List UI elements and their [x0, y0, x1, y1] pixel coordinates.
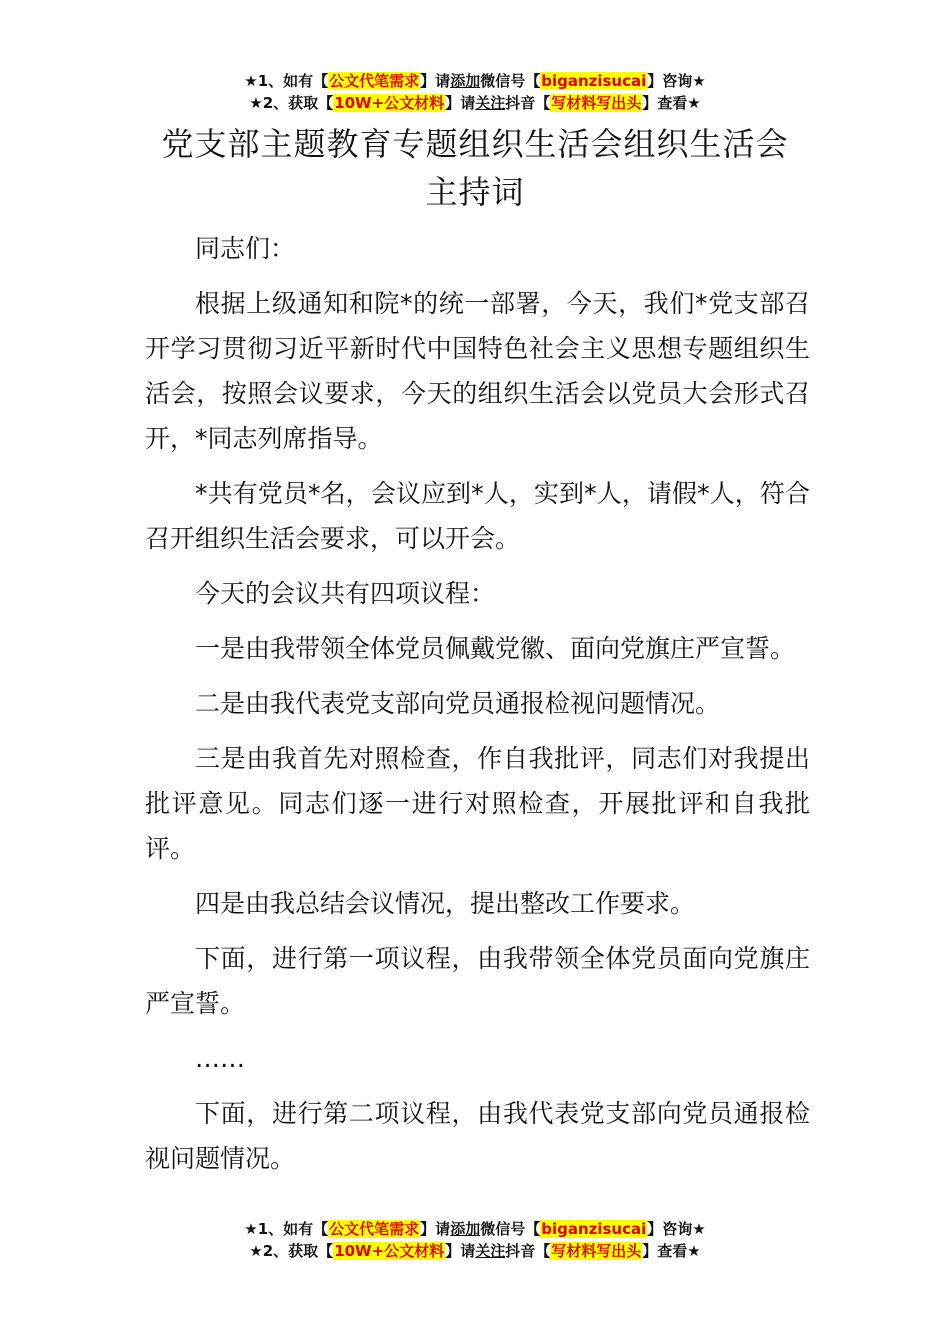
- banner-text: 微信号【: [480, 72, 541, 90]
- banner-highlight: 写材料写出头: [551, 1242, 642, 1260]
- banner-text: 微信号【: [480, 1220, 541, 1238]
- paragraph: 根据上级通知和院*的统一部署，今天，我们*党支部召开学习贯彻习近平新时代中国特色社会主义思想专题组织生活会，按照会议要求，今天的组织生活会以党员大会形式召开，*同志列席指导。: [145, 289, 810, 453]
- banner-text: ★2、获取【: [249, 94, 334, 112]
- paragraph: 下面，进行第一项议程，由我带领全体党员面向党旗庄严宣誓。: [145, 944, 810, 1018]
- banner-text: 】请: [420, 72, 451, 90]
- banner-underlined: 关注: [475, 94, 506, 112]
- paragraph: 四是由我总结会议情况，提出整改工作要求。: [195, 889, 696, 918]
- paragraph: *共有党员*名，会议应到*人，实到*人，请假*人，符合召开组织生活会要求，可以开会。: [145, 479, 810, 553]
- banner-highlight: 公文代笔需求: [329, 72, 420, 90]
- paragraph: 一是由我带领全体党员佩戴党徽、面向党旗庄严宣誓。: [195, 634, 796, 663]
- banner-text: 】咨询★: [647, 1220, 706, 1238]
- top-banner: [0, 70, 950, 114]
- paragraph: 今天的会议共有四项议程：: [195, 579, 496, 608]
- paragraph: 下面，进行第二项议程，由我代表党支部向党员通报检视问题情况。: [145, 1099, 810, 1173]
- banner-line-2: [0, 1240, 950, 1262]
- banner-text: 】查看★: [642, 1242, 701, 1260]
- banner-text: ★2、获取【: [249, 1242, 334, 1260]
- banner-text: 】请: [445, 1242, 476, 1260]
- paragraph: 三是由我首先对照检查，作自我批评，同志们对我提出批评意见。同志们逐一进行对照检查，开展批评和自我批评。: [145, 744, 810, 863]
- banner-underlined: 关注: [475, 1242, 506, 1260]
- banner-highlight: 10W+公文材料: [334, 1242, 445, 1260]
- paragraph: 同志们：: [195, 234, 296, 263]
- bottom-banner: [0, 1218, 950, 1262]
- banner-underlined: 添加: [450, 72, 481, 90]
- banner-highlight: 写材料写出头: [551, 94, 642, 112]
- title-line-2: 主持词: [425, 173, 525, 211]
- banner-highlight: biganzisucai: [541, 1220, 647, 1238]
- banner-text: 抖音【: [505, 1242, 551, 1260]
- banner-text: 】请: [420, 1220, 451, 1238]
- paragraph: ……: [195, 1044, 245, 1073]
- banner-text: ★1、如有【: [244, 1220, 329, 1238]
- banner-highlight: 10W+公文材料: [334, 94, 445, 112]
- banner-line-2: [0, 92, 950, 114]
- banner-text: ★1、如有【: [244, 72, 329, 90]
- title-line-1: 党支部主题教育专题组织生活会组织生活会: [161, 125, 789, 163]
- paragraph: 二是由我代表党支部向党员通报检视问题情况。: [195, 689, 721, 718]
- document-body: [145, 226, 810, 1191]
- banner-text: 抖音【: [505, 94, 551, 112]
- banner-underlined: 添加: [450, 1220, 481, 1238]
- banner-text: 】请: [445, 94, 476, 112]
- banner-line-1: [0, 70, 950, 92]
- banner-text: 】咨询★: [647, 72, 706, 90]
- banner-highlight: 公文代笔需求: [329, 1220, 420, 1238]
- document-title: [140, 120, 810, 216]
- banner-highlight: biganzisucai: [541, 72, 647, 90]
- banner-line-1: [0, 1218, 950, 1240]
- banner-text: 】查看★: [642, 94, 701, 112]
